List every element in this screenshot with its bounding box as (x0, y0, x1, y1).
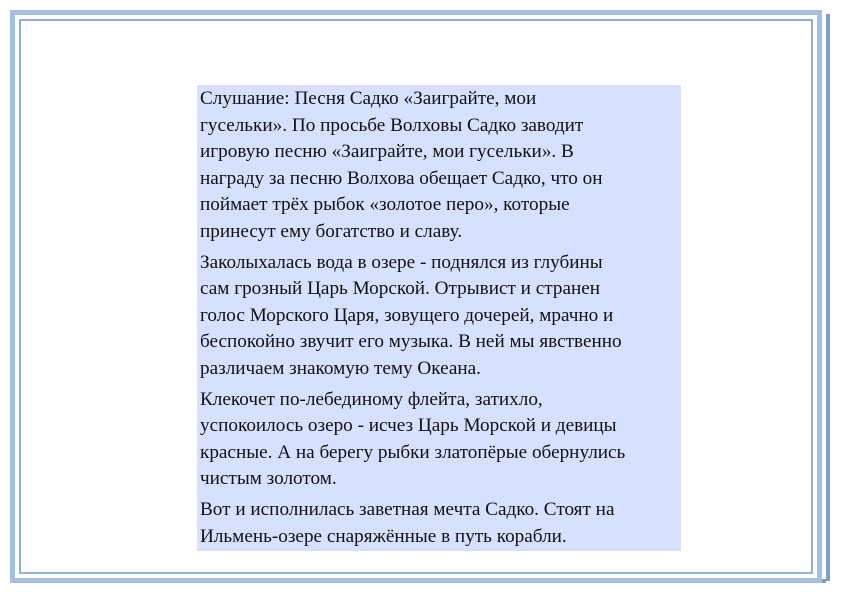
paragraph-listening-intro (200, 86, 679, 246)
text-line: чистым золотом. (200, 468, 337, 490)
paragraph-sea-king (200, 250, 679, 383)
text-line: сам грозный Царь Морской. Отрывист и странен (200, 278, 601, 300)
text-line: успокоилось озеро - исчез Царь Морской и девицы (200, 415, 617, 437)
frame-shadow-right (826, 14, 830, 581)
text-line: Заколыхалась вода в озере - поднялся из глубины (200, 251, 603, 273)
text-line: Вот и исполнилась заветная мечта Садко. Стоят на (200, 498, 615, 520)
text-line: игровую песню «Заиграйте, мои гусельки». В (200, 141, 574, 163)
paragraph-flute (200, 387, 679, 493)
text-line: Слушание: Песня Садко «Заиграйте, мои (200, 88, 537, 109)
text-line: голос Морского Царя, зовущего дочерей, мрачно и (200, 304, 614, 326)
text-line: Ильмень-озере снаряжённые в путь корабли. (200, 525, 567, 547)
text-line: гусельки». По просьбе Волховы Садко заводит (200, 114, 584, 136)
text-block (197, 85, 681, 551)
text-line: поймает трёх рыбок «золотое перо», которые (200, 194, 570, 216)
text-line: беспокойно звучит его музыка. В ней мы явственно (200, 331, 622, 353)
text-line: красные. А на берегу рыбки златопёрые обернулись (200, 441, 626, 463)
text-line: принесут ему богатство и славу. (200, 220, 463, 242)
text-line: различаем знакомую тему Океана. (200, 357, 481, 379)
text-line: награду за песню Волхова обещает Садко, что он (200, 167, 603, 189)
paragraph-dream-fulfilled (200, 497, 679, 550)
text-line: Клекочет по-лебединому флейта, затихло, (200, 388, 543, 410)
